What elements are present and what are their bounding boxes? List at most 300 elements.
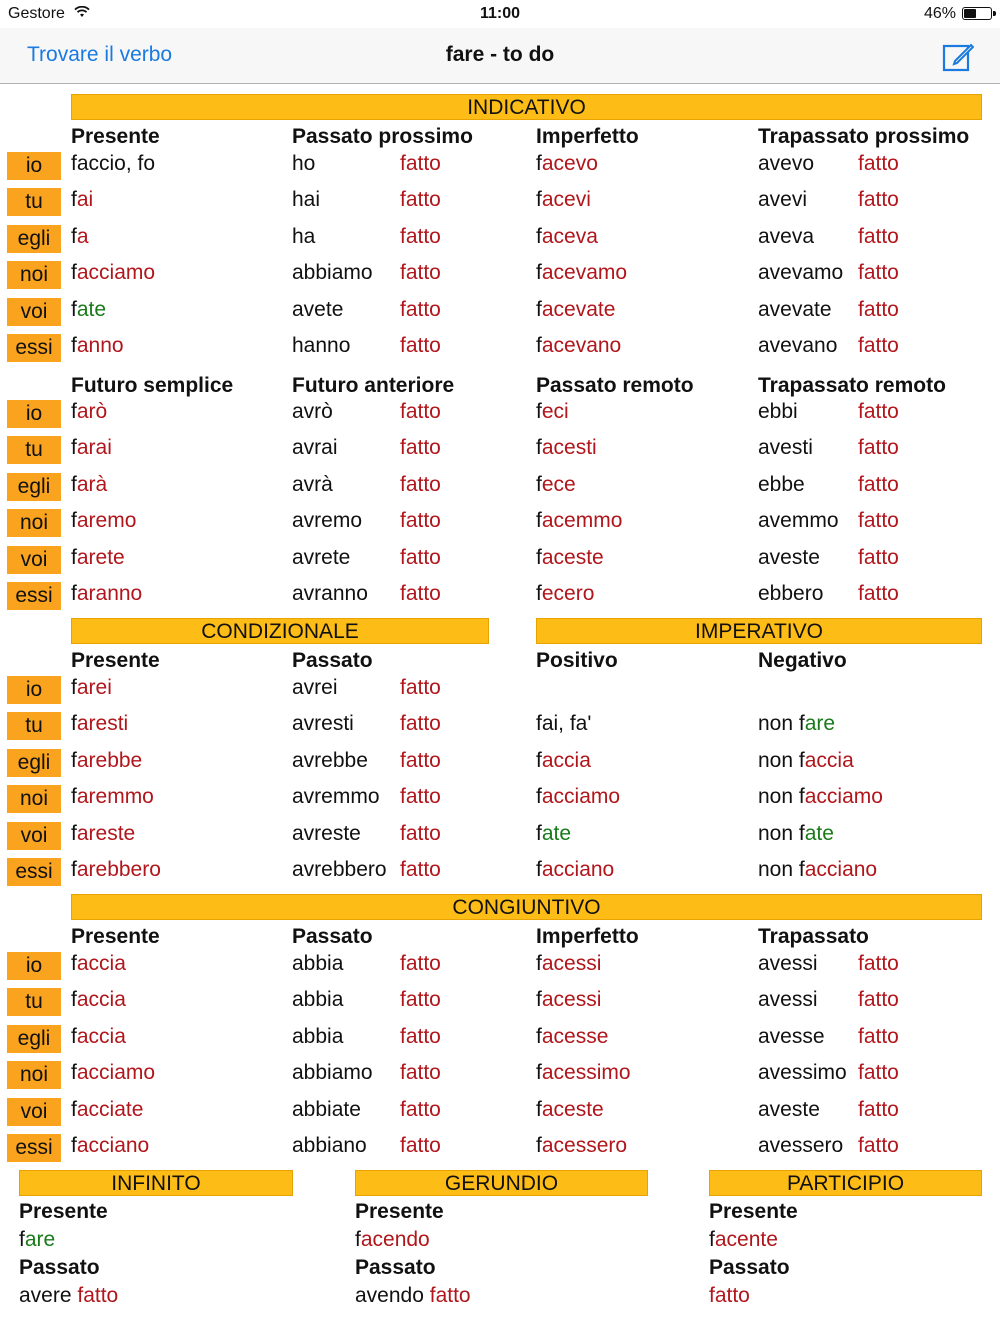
participle: fatto [858, 1097, 899, 1121]
battery-icon [962, 7, 992, 20]
verb-ending: ate [804, 821, 834, 845]
verb-stem: f [71, 509, 77, 533]
verb-ending: accia [541, 748, 591, 772]
auxiliary: ha [292, 224, 316, 248]
passato-remoto-form [536, 400, 569, 424]
passato-remoto-form [536, 436, 597, 460]
passato-form [355, 1282, 471, 1310]
carrier-label: Gestore [8, 5, 65, 22]
presente-form: faccio, fo [71, 152, 156, 175]
participle: fatto [400, 545, 441, 569]
congiuntivo-imperfetto [536, 1025, 608, 1049]
mood-bar-condizionale: CONDIZIONALE [71, 618, 489, 644]
verb-stem: f [71, 712, 77, 736]
pronoun-badge: egli [7, 749, 61, 777]
verb-ending: acciamo [76, 261, 156, 285]
column-heading: Passato prossimo [292, 125, 473, 148]
verb-stem: f [71, 952, 77, 975]
verb-ending: arei [76, 676, 112, 699]
conjugation-row [0, 256, 1000, 292]
condizionale-form [71, 822, 135, 846]
conjugation-row [0, 395, 1000, 431]
conjugation-row [0, 577, 1000, 613]
conjugation-row [0, 707, 1000, 743]
pronoun-badge: essi [7, 858, 61, 886]
verb-stem: f [536, 297, 542, 321]
auxiliary: avranno [292, 582, 368, 605]
verb-ending: acesse [541, 1024, 609, 1048]
imperfetto-form [536, 225, 598, 249]
tense-heading: Presente [709, 1200, 798, 1223]
auxiliary: avreste [292, 821, 361, 845]
conjugation-row [0, 329, 1000, 365]
verb-ending: acente [714, 1228, 778, 1251]
column-heading: Presente [71, 925, 160, 948]
auxiliary: hai [292, 188, 321, 212]
verb-ending: acemmo [541, 509, 623, 533]
pronoun-badge: tu [7, 988, 61, 1016]
pronoun-badge: noi [7, 1061, 61, 1089]
verb-stem: f [71, 545, 77, 569]
verb-stem: f [536, 858, 542, 881]
verb-stem: f [71, 821, 77, 845]
participle: fatto [400, 952, 441, 975]
auxiliary: ebbi [758, 400, 798, 423]
auxiliary: avrà [292, 472, 333, 496]
conjugation-row [0, 468, 1000, 504]
verb-ending: aceste [541, 1097, 604, 1121]
participle: fatto [858, 582, 899, 605]
infinito-section [19, 1198, 118, 1310]
pronoun-badge: io [7, 152, 61, 180]
verb-stem: f [709, 1228, 715, 1251]
auxiliary: avevano [758, 334, 838, 357]
verb-ending: a [76, 224, 89, 248]
auxiliary: abbiamo [292, 1061, 373, 1085]
auxiliary: avrebbero [292, 858, 387, 881]
verb-ending: aremo [76, 509, 137, 533]
imperativo-positivo [536, 822, 571, 846]
congiuntivo-presente [71, 988, 126, 1012]
congiuntivo-presente [71, 1025, 126, 1049]
verb-stem: f [536, 748, 542, 772]
auxiliary: avevi [758, 188, 808, 212]
verb-ending: acciate [76, 1097, 144, 1121]
participle: fatto [858, 952, 899, 975]
verb-ending: ecero [541, 582, 595, 605]
verb-ending: arebbe [76, 748, 143, 772]
verb-stem: f [536, 152, 542, 175]
verb-stem: f [71, 297, 77, 321]
verb-ending: arà [76, 472, 108, 496]
verb-ending: acevate [541, 297, 616, 321]
participle: fatto [400, 400, 441, 423]
verb-ending: acevo [541, 152, 598, 175]
verb-ending: anno [76, 334, 124, 357]
column-heading: Passato [292, 649, 373, 672]
participle: fatto [858, 436, 899, 460]
verb-stem: f [71, 676, 77, 699]
verb-ending: arebbero [76, 858, 161, 881]
participle: fatto [400, 152, 441, 175]
participle: fatto [400, 261, 441, 285]
verb-stem: f [536, 1097, 542, 1121]
presente-form [355, 1226, 471, 1254]
presente-form [71, 261, 155, 285]
auxiliary: avrai [292, 436, 338, 460]
participle: fatto [400, 988, 441, 1012]
participle: fatto [77, 1284, 119, 1307]
auxiliary: hanno [292, 334, 351, 357]
pronoun-badge: egli [7, 225, 61, 253]
participle: fatto [400, 858, 441, 881]
imperfetto-form [536, 152, 598, 176]
auxiliary: abbia [292, 988, 344, 1012]
condizionale-form [71, 676, 112, 700]
verb-stem: f [71, 748, 77, 772]
participle: fatto [400, 188, 441, 212]
gerundio-section [355, 1198, 471, 1310]
pronoun-badge: voi [7, 298, 61, 326]
participle: fatto [400, 334, 441, 357]
passato-form [19, 1282, 118, 1310]
conjugation-row [0, 947, 1000, 983]
participle: fatto [858, 224, 899, 248]
congiuntivo-imperfetto [536, 1098, 604, 1122]
verb-stem: f [536, 1024, 542, 1048]
verb-stem: f [71, 188, 77, 212]
imperfetto-form [536, 334, 621, 358]
verb-stem: f [19, 1228, 25, 1251]
participle: fatto [400, 224, 441, 248]
imperativo-negativo [758, 785, 883, 809]
imperativo-positivo [536, 749, 591, 773]
auxiliary: aveva [758, 224, 815, 248]
back-button[interactable]: Trovare il verbo [27, 43, 173, 66]
verb-stem: f [355, 1228, 361, 1251]
presente-form [709, 1226, 798, 1254]
imperativo-negativo [758, 822, 834, 846]
verb-stem: f [536, 545, 542, 569]
verb-stem: f [71, 785, 77, 809]
condizionale-form [71, 785, 154, 809]
auxiliary: abbiano [292, 1134, 367, 1157]
futuro-form [71, 436, 112, 460]
verb-ending: ai [76, 188, 94, 212]
participle: fatto [858, 400, 899, 423]
futuro-form [71, 582, 142, 606]
auxiliary: avresti [292, 712, 354, 736]
verb-stem: f [71, 436, 77, 460]
participle: fatto [400, 1134, 441, 1157]
auxiliary: avrei [292, 676, 338, 699]
imperativo-positivo [536, 858, 614, 882]
column-heading: Presente [71, 649, 160, 672]
mood-bar-infinito: INFINITO [19, 1170, 293, 1196]
auxiliary: abbiamo [292, 261, 373, 285]
congiuntivo-imperfetto [536, 952, 601, 976]
auxiliary: avessero [758, 1134, 844, 1157]
pronoun-badge: voi [7, 546, 61, 574]
column-heading: Trapassato prossimo [758, 125, 970, 148]
conjugation-row [0, 983, 1000, 1019]
conjugation-row [0, 147, 1000, 183]
conjugation-row [0, 853, 1000, 889]
verb-ending: accia [76, 1024, 126, 1048]
conjugation-row [0, 1056, 1000, 1092]
participle: fatto [858, 509, 899, 533]
congiuntivo-presente [71, 1061, 155, 1085]
mood-bar-participio: PARTICIPIO [709, 1170, 982, 1196]
imperativo-positivo: fai, fa' [536, 712, 592, 736]
futuro-form [71, 509, 136, 533]
battery-percent: 46% [923, 5, 956, 22]
futuro-form [71, 473, 107, 497]
column-heading: Imperfetto [536, 125, 639, 148]
column-heading: Positivo [536, 649, 618, 672]
pronoun-badge: voi [7, 1098, 61, 1126]
verb-stem: non f [758, 785, 805, 809]
verb-ending: accia [76, 988, 126, 1012]
verb-ending: acevi [541, 188, 591, 212]
pronoun-badge: noi [7, 785, 61, 813]
participle: fatto [400, 1024, 441, 1048]
verb-ending: acessi [541, 988, 602, 1012]
column-heading: Imperfetto [536, 925, 639, 948]
verb-stem: f [71, 1134, 77, 1157]
verb-ending: acessero [541, 1134, 628, 1157]
verb-ending: are [24, 1228, 56, 1251]
participle: fatto [858, 297, 899, 321]
auxiliary: avrebbe [292, 748, 368, 772]
verb-stem: f [71, 1097, 77, 1121]
auxiliary: avendo [355, 1284, 430, 1307]
conjugation-row [0, 1020, 1000, 1056]
auxiliary: ho [292, 152, 316, 175]
imperfetto-form [536, 261, 627, 285]
auxiliary: abbiate [292, 1097, 361, 1121]
verb-ending: acciano [804, 858, 878, 881]
verb-ending: eci [541, 400, 569, 423]
congiuntivo-imperfetto [536, 1134, 627, 1158]
congiuntivo-presente [71, 952, 126, 976]
auxiliary: avere [19, 1284, 78, 1307]
auxiliary: avremo [292, 509, 363, 533]
column-heading: Futuro semplice [71, 374, 234, 397]
participle: fatto [858, 261, 899, 285]
conjugation-row [0, 1093, 1000, 1129]
pronoun-badge: tu [7, 188, 61, 216]
condizionale-form [71, 712, 128, 736]
conjugation-row [0, 1129, 1000, 1165]
verb-ending: aranno [76, 582, 143, 605]
verb-ending: aresti [76, 712, 129, 736]
auxiliary: avremmo [292, 785, 380, 809]
verb-stem: f [536, 509, 542, 533]
column-heading: Passato remoto [536, 374, 694, 397]
verb-ending: acciamo [541, 785, 621, 809]
verb-stem: f [71, 400, 77, 423]
verb-ending: acesti [541, 436, 597, 460]
participle: fatto [858, 188, 899, 212]
verb-stem: f [71, 1061, 77, 1085]
auxiliary: abbia [292, 1024, 344, 1048]
auxiliary: aveste [758, 545, 820, 569]
conjugation-row [0, 817, 1000, 853]
pronoun-badge: essi [7, 334, 61, 362]
auxiliary: avete [292, 297, 344, 321]
verb-ending: acciamo [804, 785, 883, 809]
verb-ending: arai [76, 436, 112, 460]
participle: fatto [400, 1097, 441, 1121]
verb-stem: f [536, 1061, 542, 1085]
tense-heading: Presente [19, 1200, 108, 1223]
verb-stem: f [536, 582, 542, 605]
verb-ending: acciano [541, 858, 615, 881]
pronoun-badge: noi [7, 509, 61, 537]
verb-stem: f [536, 952, 542, 975]
conjugation-row [0, 220, 1000, 256]
verb-ending: acessimo [541, 1061, 631, 1085]
verb-ending: ece [541, 472, 576, 496]
tense-heading: Passato [19, 1256, 100, 1279]
conjugation-row [0, 431, 1000, 467]
participle: fatto [400, 472, 441, 496]
status-bar [0, 0, 1000, 28]
auxiliary: avevamo [758, 261, 844, 285]
participio-section [709, 1198, 798, 1310]
pronoun-badge: voi [7, 822, 61, 850]
participle: fatto [858, 1024, 899, 1048]
passato-remoto-form [536, 473, 576, 497]
verb-stem: f [71, 1024, 77, 1048]
verb-ending: arete [76, 545, 125, 569]
conjugation-row [0, 293, 1000, 329]
participle: fatto [858, 545, 899, 569]
verb-stem: f [536, 785, 542, 809]
congiuntivo-imperfetto [536, 988, 601, 1012]
compose-icon[interactable] [942, 40, 974, 72]
auxiliary: aveste [758, 1097, 820, 1121]
congiuntivo-presente [71, 1134, 149, 1158]
imperativo-positivo [536, 785, 620, 809]
presente-form [71, 298, 106, 322]
verb-stem: f [536, 821, 542, 845]
clock: 11:00 [479, 5, 521, 22]
condizionale-form [71, 749, 142, 773]
participle: fatto [858, 152, 899, 175]
pronoun-badge: essi [7, 582, 61, 610]
verb-stem: f [71, 582, 77, 605]
condizionale-form [71, 858, 161, 882]
verb-ending: accia [804, 748, 854, 772]
verb-stem: f [71, 472, 77, 496]
imperfetto-form [536, 298, 615, 322]
pronoun-badge: egli [7, 1025, 61, 1053]
mood-bar-indicativo: INDICATIVO [71, 94, 982, 120]
participle: fatto [400, 1061, 441, 1085]
verb-stem: f [71, 261, 77, 285]
verb-ending: acciamo [76, 1061, 156, 1085]
participle: fatto [400, 821, 441, 845]
imperfetto-form [536, 188, 591, 212]
participle: fatto [400, 748, 441, 772]
imperativo-negativo [758, 858, 877, 882]
passato-remoto-form [536, 546, 604, 570]
participle: fatto [400, 436, 441, 460]
mood-bar-gerundio: GERUNDIO [355, 1170, 648, 1196]
page-title: fare - to do [445, 43, 555, 66]
conjugation-row [0, 541, 1000, 577]
pronoun-badge: noi [7, 261, 61, 289]
column-heading: Passato [292, 925, 373, 948]
tense-heading: Passato [355, 1256, 436, 1279]
participle: fatto [858, 472, 899, 496]
participle: fatto [400, 297, 441, 321]
verb-ending: are [804, 712, 836, 736]
pronoun-badge: tu [7, 712, 61, 740]
mood-bar-congiuntivo: CONGIUNTIVO [71, 894, 982, 920]
conjugation-row [0, 744, 1000, 780]
auxiliary: avesse [758, 1024, 825, 1048]
verb-ending: aremmo [76, 785, 154, 809]
auxiliary: avesti [758, 436, 813, 460]
participle: fatto [858, 1134, 899, 1157]
tense-heading: Presente [355, 1200, 444, 1223]
column-heading: Presente [71, 125, 160, 148]
passato-form [709, 1282, 798, 1310]
auxiliary: avessimo [758, 1061, 847, 1085]
participle: fatto [400, 582, 441, 605]
verb-ending: ate [76, 297, 107, 321]
verb-ending: aceva [541, 224, 598, 248]
verb-ending: acevamo [541, 261, 628, 285]
auxiliary: avevate [758, 297, 832, 321]
presente-form [71, 188, 93, 212]
verb-ending: areste [76, 821, 136, 845]
conjugation-row [0, 504, 1000, 540]
verb-ending: acendo [360, 1228, 430, 1251]
auxiliary: avrete [292, 545, 351, 569]
column-heading: Trapassato [758, 925, 869, 948]
auxiliary: ebbe [758, 472, 805, 496]
presente-form [19, 1226, 118, 1254]
verb-stem: f [71, 224, 77, 248]
column-heading: Trapassato remoto [758, 374, 946, 397]
participle: fatto [400, 785, 441, 809]
verb-stem: non f [758, 821, 805, 845]
verb-ending: arò [76, 400, 108, 423]
presente-form [71, 334, 124, 358]
conjugation-row [0, 183, 1000, 219]
conjugation-row [0, 780, 1000, 816]
futuro-form [71, 546, 125, 570]
participle: fatto [400, 509, 441, 533]
pronoun-badge: tu [7, 436, 61, 464]
passato-remoto-form [536, 582, 594, 606]
verb-stem: f [536, 334, 542, 357]
participle: fatto [858, 1061, 899, 1085]
column-heading: Futuro anteriore [292, 374, 455, 397]
auxiliary: abbia [292, 952, 344, 975]
participle: fatto [400, 676, 441, 699]
verb-stem: f [536, 188, 542, 212]
auxiliary: ebbero [758, 582, 824, 605]
congiuntivo-presente [71, 1098, 143, 1122]
auxiliary: avevo [758, 152, 815, 175]
verb-stem: f [536, 1134, 542, 1157]
verb-stem: f [536, 988, 542, 1012]
